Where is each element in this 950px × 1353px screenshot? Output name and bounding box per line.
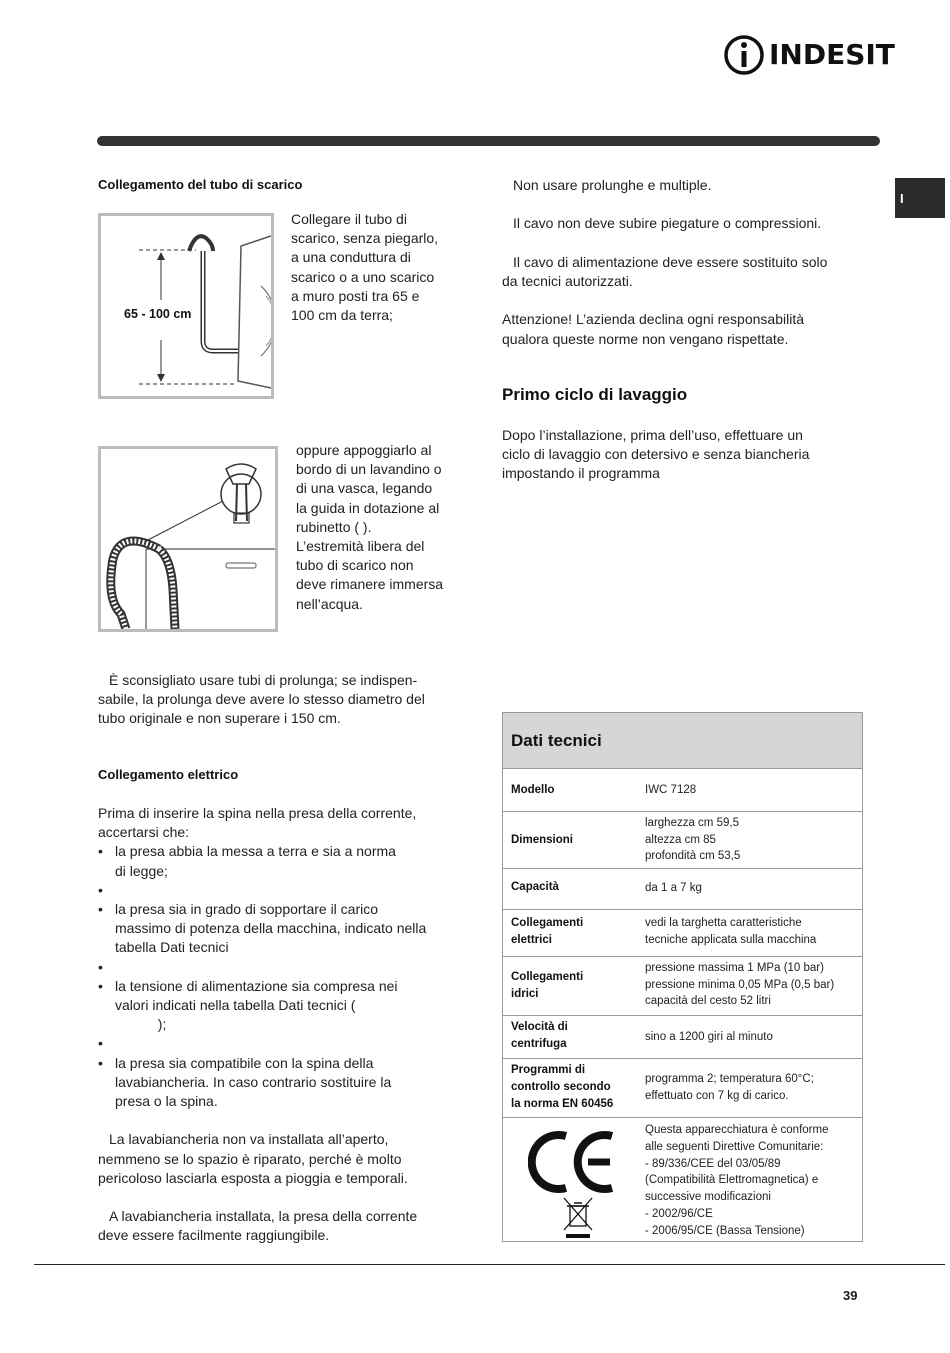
first-cycle-text: Dopo l’installazione, prima dell’uso, effettuare un ciclo di lavaggio con detersivo e senza biancheria impostando il programma (502, 427, 810, 482)
technical-data-header (503, 713, 862, 769)
table-row: Modello IWC 7128 (503, 769, 862, 812)
language-tab-label: I (900, 191, 904, 206)
table-row: Dimensioni larghezza cm 59,5 altezza cm 85 profondità cm 53,5 (503, 812, 862, 869)
safety-notes: Non usare prolunghe e multiple. Il cavo non deve subire piegature o compressioni. Il cavo di alimentazione deve essere sostituito solo da tecnici autorizzati. Attenzione! L’azienda declina ogni responsabilità qualora queste norme non vengano rispettate. (502, 177, 828, 347)
list-item: • la presa sia compatibile con la spina della lavabiancheria. In caso contrario sostituire la presa o la spina. (98, 1054, 468, 1112)
ce-compliance-text: Questa apparecchiatura è conforme alle seguenti Direttive Comunitarie: - 89/336/CEE del 03/05/89 (Compatibilità Elettromagnetica) e successive modificazioni - 2002/96/CE - 2006/95/CE (Bassa Tensione) (645, 1124, 829, 1237)
electric-text: Prima di inserire la spina nella presa della corrente, accertarsi che: • la presa abbia la messa a terra e sia a norma di legge; • • la presa sia in grado di sopportare il carico massimo di potenza della macchina, indicato nella tabella Dati tecnici • • la tensione di alimentazione sia compresa nei valori indicati nella tabella Dati tecnici ( ); • • la presa sia compatibile con la spina della lavabiancheria. In caso contrario sostituire la presa o la spina. La lavabiancheria non va installata all’aperto, nemmeno se lo spazio è riparato, perché è molto pericoloso lasciarla esposta a pioggia e temporali. A lavabiancheria installata, la presa della corrente deve essere facilmente raggiungibile. (98, 804, 468, 1246)
table-row: Programmi di controllo secondo la norma EN 60456 programma 2; temperatura 60°C; effettuato con 7 kg di carico. (503, 1059, 862, 1118)
header-bar (97, 136, 880, 146)
electric-section-title: Collegamento elettrico (98, 767, 239, 782)
list-item: • la presa abbia la messa a terra e sia a norma di legge; (98, 842, 468, 880)
brand-name: INDESIT (769, 38, 895, 71)
weee-bin-icon (564, 1198, 592, 1238)
drain-text-1: Collegare il tubo di scarico, senza piegarlo, a una conduttura di scarico o a uno scarico a muro posti tra 65 e 100 cm da terra; (291, 211, 439, 324)
first-cycle-title: Primo ciclo di lavaggio (502, 385, 688, 404)
page-number: 39 (843, 1288, 858, 1303)
indesit-logo (723, 34, 895, 76)
language-tab (895, 178, 945, 218)
drain-section-title: Collegamento del tubo di scarico (98, 177, 303, 192)
drain-text-2: oppure appoggiarlo al bordo di un lavandino o di una vasca, legando la guida in dotazione al rubinetto ( ). L’estremità libera del tubo di scarico non deve rimanere immersa nell’acqua. (296, 442, 444, 612)
electric-checklist (98, 842, 468, 1111)
technical-data-table (502, 712, 863, 1242)
technical-data-title: Dati tecnici (511, 731, 602, 750)
list-item: • la presa sia in grado di sopportare il carico massimo di potenza della macchina, indicato nella tabella Dati tecnici (98, 900, 468, 958)
drain-sink-figure (98, 446, 278, 632)
drain-wall-figure (98, 213, 274, 399)
extension-text: È sconsigliato usare tubi di prolunga; se indispen- sabile, la prolunga deve avere lo stesso diametro del tubo originale e non superare i 150 cm. (98, 672, 425, 727)
indesit-logo-icon (723, 34, 767, 76)
table-row: Velocità di centrifuga sino a 1200 giri al minuto (503, 1016, 862, 1059)
table-row: Collegamenti idrici pressione massima 1 MPa (10 bar) pressione minima 0,05 MPa (0,5 bar) capacità del cesto 52 litri (503, 957, 862, 1016)
table-row: Collegamenti elettrici vedi la targhetta caratteristiche tecniche applicata sulla macchina (503, 910, 862, 957)
ce-mark-icon (528, 1128, 620, 1240)
ce-compliance-row (503, 1118, 862, 1241)
height-range-label: 65 - 100 cm (124, 307, 192, 321)
list-item: • la tensione di alimentazione sia compresa nei valori indicati nella tabella Dati tecnici ( ); (98, 977, 468, 1035)
footer-divider (34, 1264, 945, 1265)
table-row: Capacità da 1 a 7 kg (503, 869, 862, 910)
